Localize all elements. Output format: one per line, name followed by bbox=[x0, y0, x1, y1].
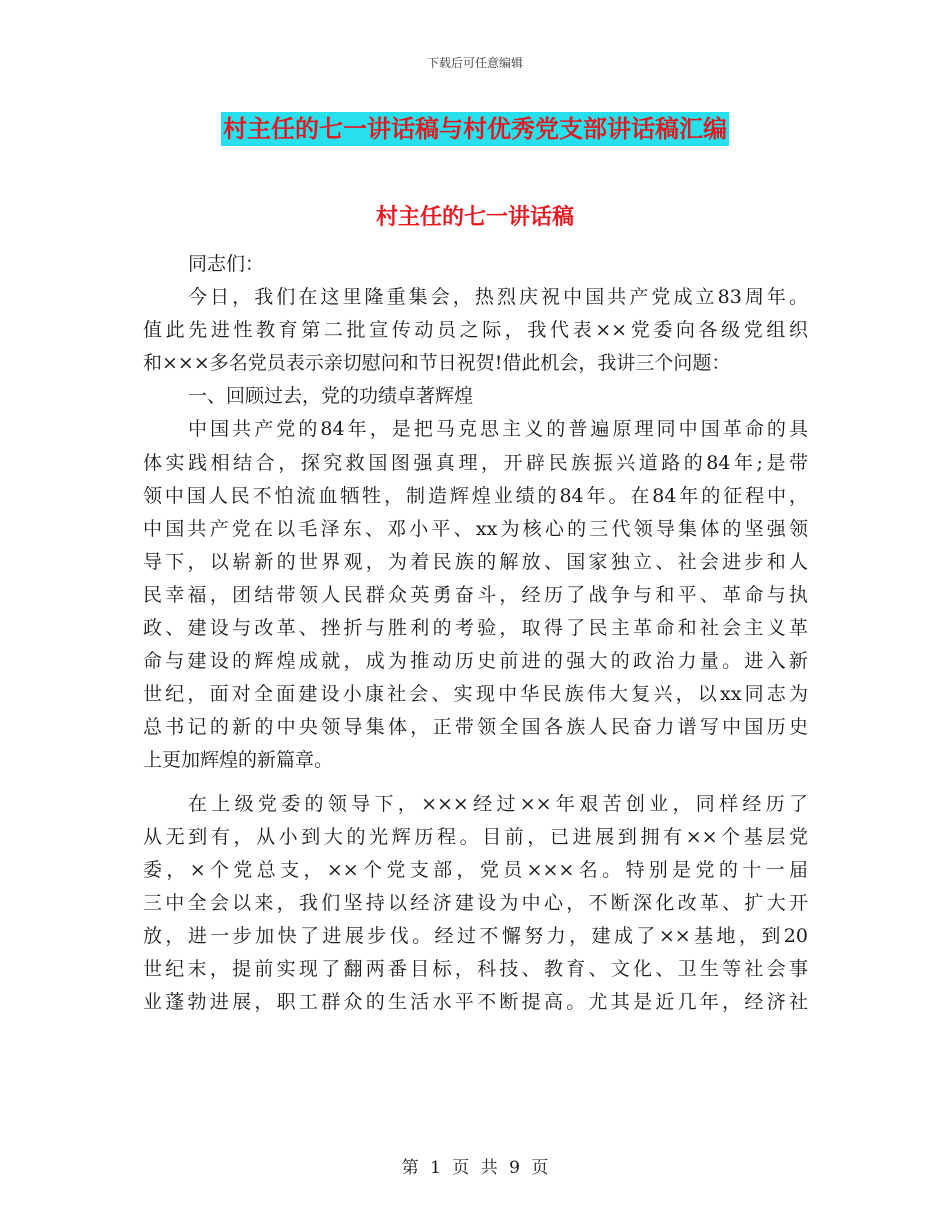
page-number-footer: 第 1 页 共 9 页 bbox=[401, 1158, 549, 1178]
paragraph-line: 导下，以崭新的世界观，为着民族的解放、国家独立、社会进步和人 bbox=[143, 550, 808, 573]
paragraph-line: 业蓬勃进展，职工群众的生活水平不断提高。尤其是近几年，经济社 bbox=[143, 991, 808, 1014]
paragraph-line: 值此先进性教育第二批宣传动员之际，我代表××党委向各级党组织 bbox=[143, 319, 808, 342]
section-heading-line: 一、回顾过去，党的功绩卓著辉煌 bbox=[188, 385, 474, 408]
paragraph-line: 在上级党委的领导下，×××经过××年艰苦创业，同样经历了 bbox=[188, 792, 808, 815]
paragraph-line: 委，×个党总支，××个党支部，党员×××名。特别是党的十一届 bbox=[143, 858, 808, 881]
paragraph-line: 世纪，面对全面建设小康社会、实现中华民族伟大复兴，以xx同志为 bbox=[143, 683, 808, 706]
salutation-line: 同志们： bbox=[188, 253, 265, 275]
paragraph-line: 三中全会以来，我们坚持以经济建设为中心，不断深化改革、扩大开 bbox=[143, 891, 808, 914]
paragraph-line: 从无到有，从小到大的光辉历程。目前，已进展到拥有××个基层党 bbox=[143, 825, 808, 848]
paragraph-line: 今日，我们在这里隆重集会，热烈庆祝中国共产党成立83周年。 bbox=[188, 286, 808, 309]
paragraph-line: 总书记的新的中央领导集体，正带领全国各族人民奋力谱写中国历史 bbox=[143, 716, 808, 739]
paragraph-line: 上更加辉煌的新篇章。 bbox=[143, 749, 334, 772]
paragraph-line: 中国共产党的84年，是把马克思主义的普遍原理同中国革命的具 bbox=[188, 418, 808, 441]
section-title: 村主任的七一讲话稿 bbox=[375, 205, 574, 230]
paragraph-line: 放，进一步加快了进展步伐。经过不懈努力，建成了××基地，到20 bbox=[143, 924, 808, 947]
paragraph-line: 和×××多名党员表示亲切慰问和节日祝贺!借此机会，我讲三个问题： bbox=[143, 352, 731, 375]
paragraph-line: 体实践相结合，探究救国图强真理，开辟民族振兴道路的84年;是带 bbox=[143, 451, 808, 474]
header-note: 下载后可任意编辑 bbox=[426, 56, 523, 70]
paragraph-line: 世纪末，提前实现了翻两番目标，科技、教育、文化、卫生等社会事 bbox=[143, 957, 808, 980]
paragraph-line: 民幸福，团结带领人民群众英勇奋斗，经历了战争与和平、革命与执 bbox=[143, 583, 808, 606]
paragraph-line: 中国共产党在以毛泽东、邓小平、xx为核心的三代领导集体的坚强领 bbox=[143, 517, 808, 540]
main-title-container bbox=[0, 112, 950, 146]
paragraph-line: 命与建设的辉煌成就，成为推动历史前进的强大的政治力量。进入新 bbox=[143, 650, 808, 673]
body-text bbox=[143, 248, 808, 1019]
main-title: 村主任的七一讲话稿与村优秀党支部讲话稿汇编 bbox=[221, 112, 729, 146]
paragraph-line: 政、建设与改革、挫折与胜利的考验，取得了民主革命和社会主义革 bbox=[143, 617, 808, 640]
paragraph-line: 领中国人民不怕流血牺牲，制造辉煌业绩的84年。在84年的征程中， bbox=[143, 484, 808, 507]
